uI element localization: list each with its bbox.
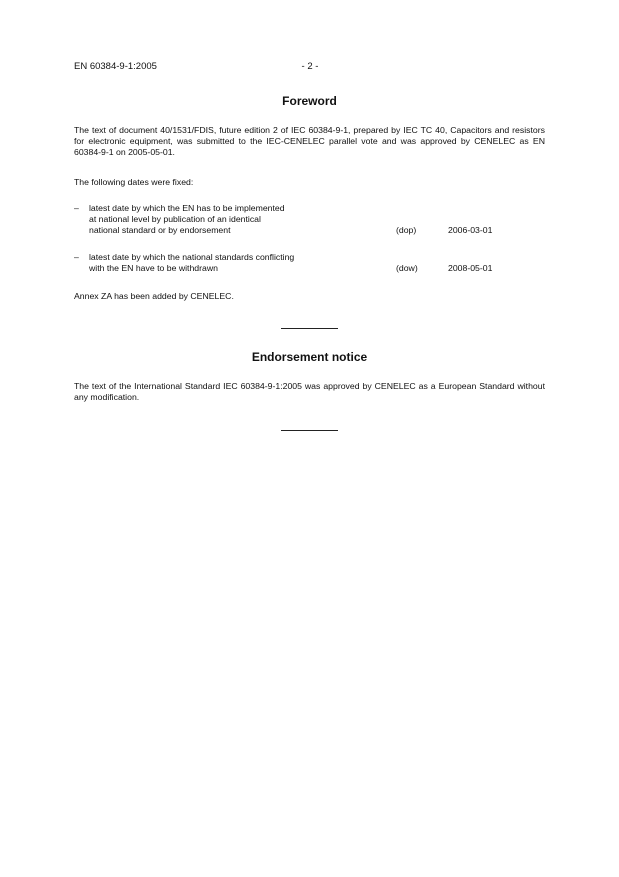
dates-intro-paragraph: The following dates were fixed: [74,177,194,187]
foreword-heading: Foreword [282,94,337,108]
date-value-dow: 2008-05-01 [448,263,493,273]
annex-note-paragraph: Annex ZA has been added by CENELEC. [74,291,234,301]
foreword-intro-paragraph: The text of document 40/1531/FDIS, future edition 2 of IEC 60384-9-1, prepared by IEC TC 40, Capacitors and resistors for electronic equipment, was submitted to the IEC-CENELEC parallel vote and was approved by CENELEC as EN 60384-9-1 on 2005-05-01. [74,125,545,157]
date-item-line: latest date by which the national standards conflicting [89,252,295,262]
date-code-dop: (dop) [396,225,417,235]
date-item-dop-text [89,203,349,236]
page-number: - 2 - [301,61,319,72]
date-item-line: national standard or by endorsement [89,225,231,235]
document-identifier: EN 60384-9-1:2005 [74,61,157,72]
section-divider [281,328,338,329]
date-item-line: latest date by which the EN has to be implemented [89,203,285,213]
endorsement-heading: Endorsement notice [251,350,368,364]
date-item-line: with the EN have to be withdrawn [89,263,218,273]
section-divider [281,430,338,431]
date-value-dop: 2006-03-01 [448,225,493,235]
endorsement-paragraph: The text of the International Standard IEC 60384-9-1:2005 was approved by CENELEC as a European Standard without any modification. [74,381,545,402]
date-item-line: at national level by publication of an identical [89,214,261,224]
list-bullet: – [74,252,79,262]
date-item-dow-text [89,252,349,274]
list-bullet: – [74,203,79,213]
date-code-dow: (dow) [396,263,418,273]
